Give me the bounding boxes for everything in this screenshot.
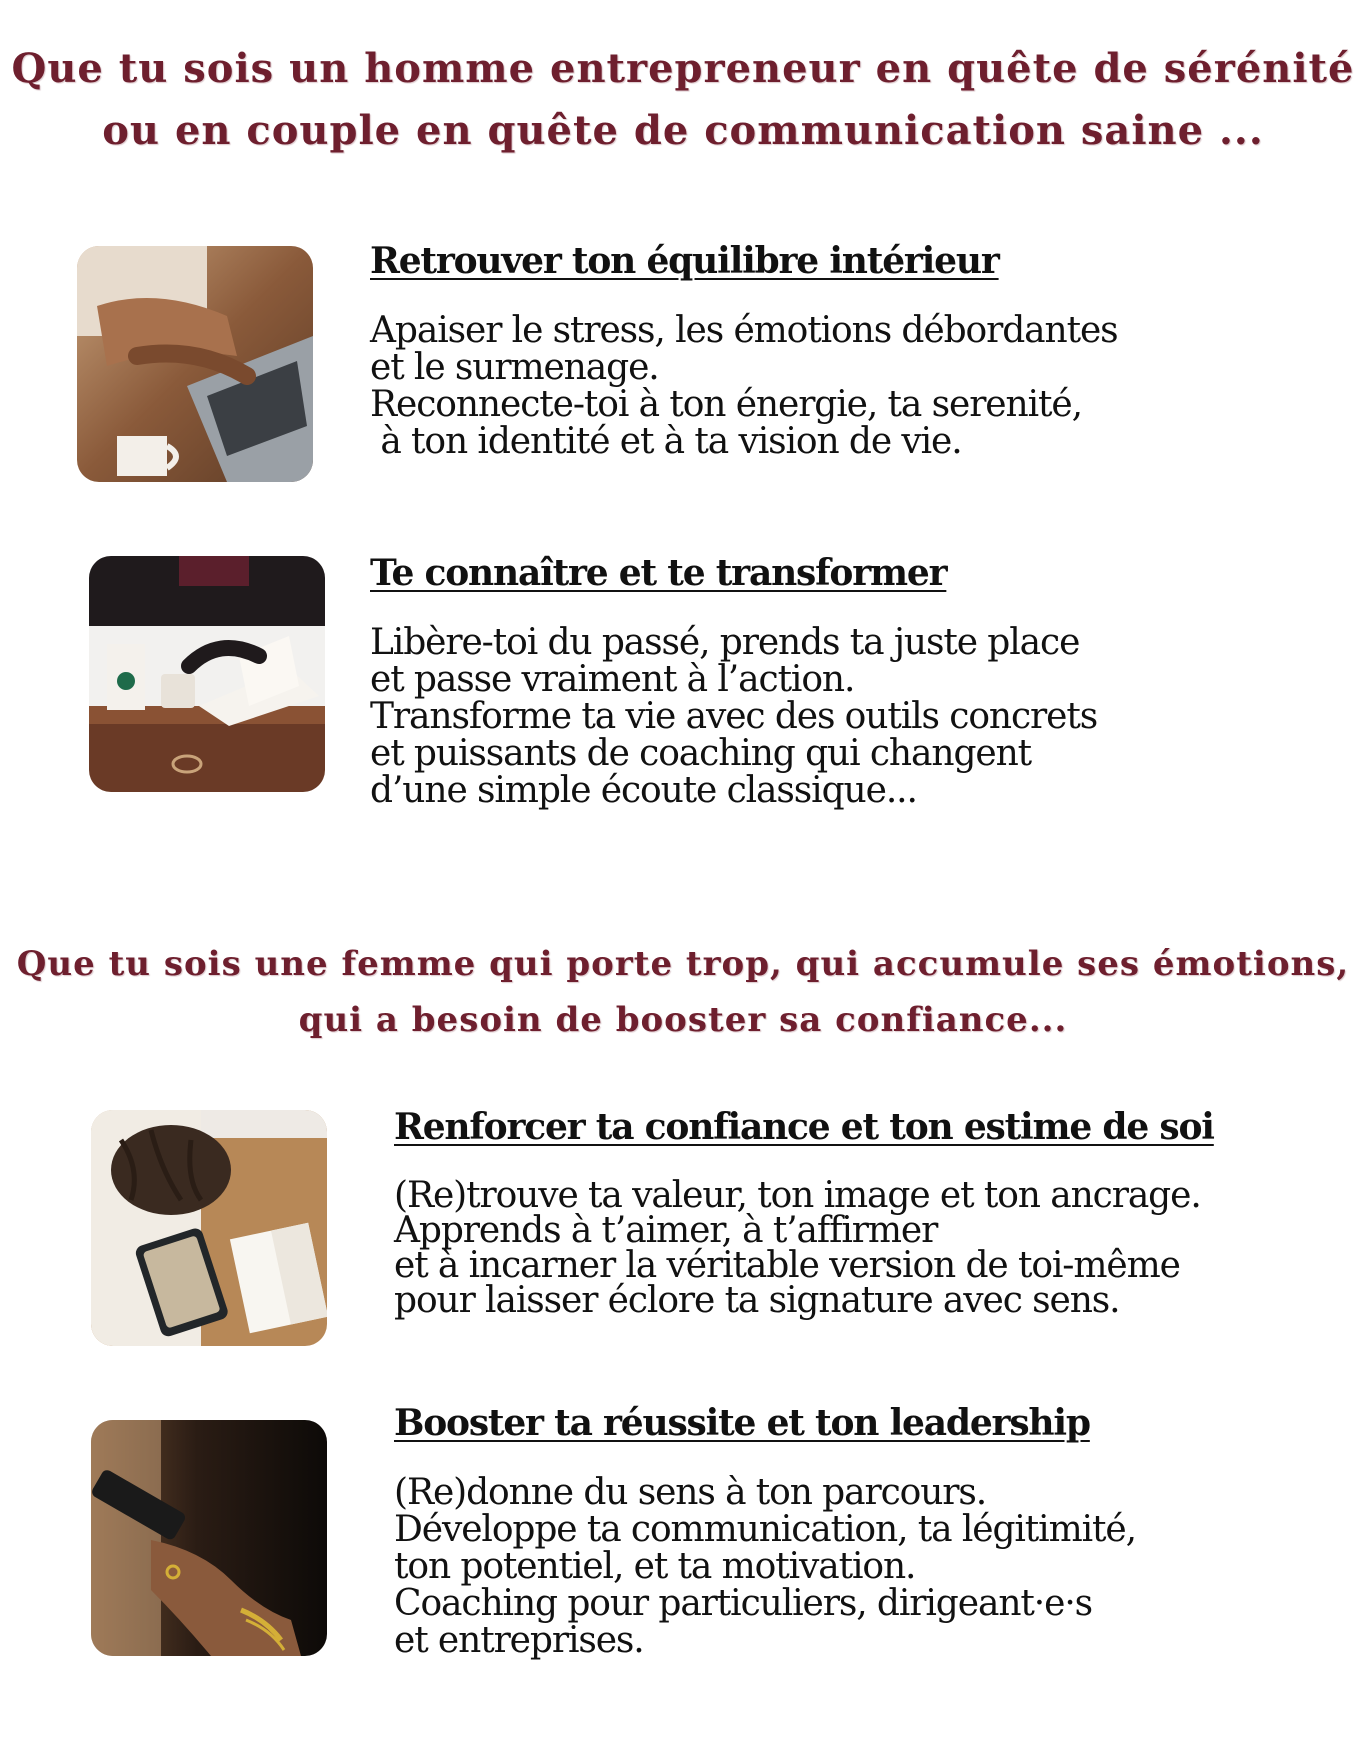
body-line: et puissants de coaching qui changent bbox=[370, 733, 1032, 774]
heading-line: qui a besoin de booster sa confiance... bbox=[298, 1000, 1068, 1040]
body-line: (Re)trouve ta valeur, ton image et ton ancrage. bbox=[394, 1175, 1201, 1216]
body-line: et entreprises. bbox=[394, 1620, 644, 1661]
book-desk-photo bbox=[89, 556, 325, 792]
body-line: Développe ta communication, ta légitimité, bbox=[394, 1509, 1136, 1550]
section-body bbox=[370, 312, 1118, 460]
body-line: et passe vraiment à l’action. bbox=[370, 659, 855, 700]
section-title: Retrouver ton équilibre intérieur bbox=[370, 240, 999, 282]
laptop-work-photo-image bbox=[77, 246, 313, 482]
heading-women bbox=[0, 936, 1366, 1048]
section-leadership bbox=[394, 1400, 1136, 1659]
section-title: Renforcer ta confiance et ton estime de soi bbox=[394, 1106, 1214, 1148]
heading-line: Que tu sois un homme entrepreneur en quête de sérénité bbox=[11, 45, 1355, 92]
phone-hands-photo-image bbox=[91, 1420, 327, 1656]
laptop-work-photo bbox=[77, 246, 313, 482]
heading-line: Que tu sois une femme qui porte trop, qui accumule ses émotions, bbox=[16, 944, 1350, 984]
body-line: et le surmenage. bbox=[370, 347, 659, 388]
heading-line: ou en couple en quête de communication saine ... bbox=[102, 107, 1264, 154]
section-title: Te connaître et te transformer bbox=[370, 552, 947, 594]
body-line: pour laisser éclore ta signature avec sens. bbox=[394, 1280, 1120, 1321]
body-line: et à incarner la véritable version de toi-même bbox=[394, 1245, 1180, 1286]
phone-hands-photo bbox=[91, 1420, 327, 1656]
section-title: Booster ta réussite et ton leadership bbox=[394, 1402, 1090, 1444]
body-line: Transforme ta vie avec des outils concrets bbox=[370, 696, 1098, 737]
body-line: Apprends à t’aimer, à t’affirmer bbox=[394, 1210, 938, 1251]
body-line: Coaching pour particuliers, dirigeant·e·s bbox=[394, 1583, 1093, 1624]
body-line: (Re)donne du sens à ton parcours. bbox=[394, 1472, 987, 1513]
body-line: Reconnecte-toi à ton énergie, ta serenité, bbox=[370, 384, 1082, 425]
tablet-planner-photo bbox=[91, 1110, 327, 1346]
section-confiance bbox=[394, 1104, 1214, 1321]
section-equilibre bbox=[370, 238, 1118, 460]
section-transformer bbox=[370, 550, 1097, 809]
heading-men-couples bbox=[0, 38, 1366, 162]
tablet-planner-photo-image bbox=[91, 1110, 327, 1346]
body-line: ton potentiel, et ta motivation. bbox=[394, 1546, 916, 1587]
body-line: Libère-toi du passé, prends ta juste place bbox=[370, 622, 1080, 663]
body-line: Apaiser le stress, les émotions débordantes bbox=[370, 310, 1118, 351]
section-body bbox=[394, 1175, 1214, 1321]
section-body bbox=[370, 624, 1097, 809]
book-desk-photo-image bbox=[89, 556, 325, 792]
section-body bbox=[394, 1474, 1136, 1659]
body-line: d’une simple écoute classique... bbox=[370, 770, 917, 811]
body-line: à ton identité et à ta vision de vie. bbox=[370, 421, 962, 462]
